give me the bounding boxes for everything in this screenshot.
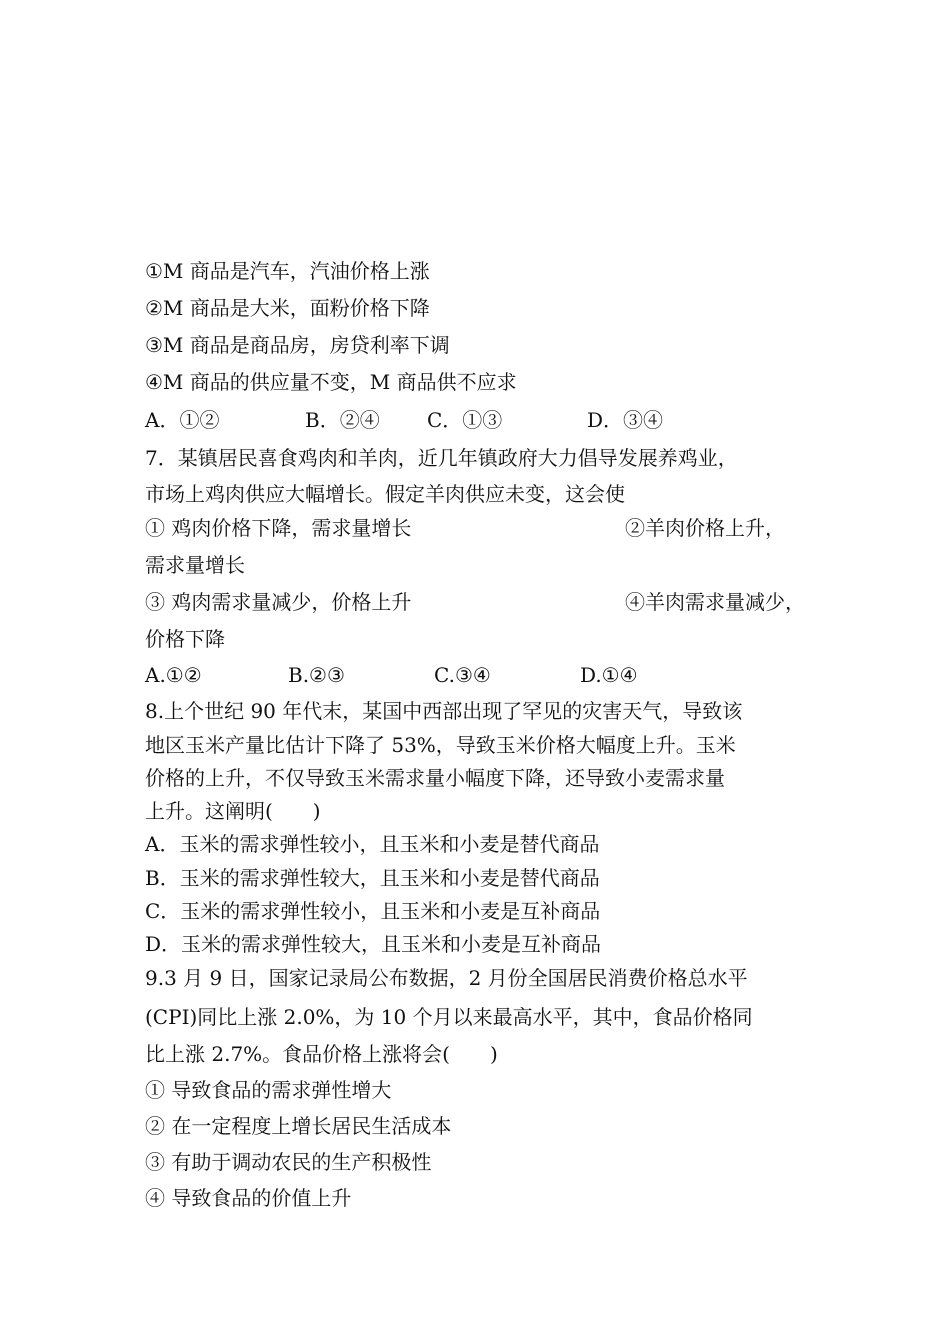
q7-stem-line-1: 7．某镇居民喜食鸡肉和羊肉，近几年镇政府大力倡导发展养鸡业，: [145, 446, 738, 470]
q8-choice-d: D．玉米的需求弹性较大，且玉米和小麦是互补商品: [145, 932, 602, 956]
q7-option-4: ④羊肉需求量减少，: [625, 590, 805, 614]
q6-option-4: ④M 商品的供应量不变，M 商品供不应求: [145, 370, 517, 394]
q9-option-4: ④ 导致食品的价值上升: [145, 1186, 352, 1210]
q7-choice-d: D.①④: [580, 663, 638, 687]
q7-choice-a: A.①②: [145, 663, 202, 687]
q8-choice-c: C．玉米的需求弹性较小，且玉米和小麦是互补商品: [145, 899, 601, 923]
q8-choice-a: A．玉米的需求弹性较小，且玉米和小麦是替代商品: [145, 832, 600, 856]
q7-option-4-continued: 价格下降: [145, 627, 225, 651]
q7-option-3: ③ 鸡肉需求量减少，价格上升: [145, 590, 412, 614]
q8-stem-line-4: 上升。这阐明( ): [145, 799, 321, 823]
q7-option-1: ① 鸡肉价格下降，需求量增长: [145, 516, 412, 540]
q9-option-2: ② 在一定程度上增长居民生活成本: [145, 1114, 452, 1138]
q6-choice-d: D．③④: [587, 408, 664, 432]
q7-option-2-continued: 需求量增长: [145, 553, 245, 577]
q9-stem-line-3: 比上涨 2.7%。食品价格上涨将会( ): [145, 1042, 498, 1066]
q8-stem-line-2: 地区玉米产量比估计下降了 53%，导致玉米价格大幅度上升。玉米: [145, 733, 736, 757]
q9-stem-line-1: 9.3 月 9 日，国家记录局公布数据，2 月份全国居民消费价格总水平: [145, 966, 748, 990]
q6-option-1: ①M 商品是汽车，汽油价格上涨: [145, 259, 430, 283]
q7-stem-line-2: 市场上鸡肉供应大幅增长。假定羊肉供应未变，这会使: [145, 482, 625, 506]
q6-option-2: ②M 商品是大米，面粉价格下降: [145, 296, 430, 320]
q8-stem-line-3: 价格的上升，不仅导致玉米需求量小幅度下降，还导致小麦需求量: [145, 766, 725, 790]
q9-option-3: ③ 有助于调动农民的生产积极性: [145, 1150, 432, 1174]
q8-choice-b: B．玉米的需求弹性较大，且玉米和小麦是替代商品: [145, 866, 600, 890]
q7-option-2: ②羊肉价格上升，: [625, 516, 785, 540]
q9-stem-line-2: (CPI)同比上涨 2.0%，为 10 个月以来最高水平，其中，食品价格同: [145, 1005, 753, 1029]
q9-option-1: ① 导致食品的需求弹性增大: [145, 1078, 392, 1102]
q8-stem-line-1: 8.上个世纪 90 年代末，某国中西部出现了罕见的灾害天气，导致该: [145, 699, 743, 723]
q7-choice-b: B.②③: [288, 663, 345, 687]
q6-choice-c: C．①③: [427, 408, 503, 432]
q6-choice-b: B．②④: [305, 408, 380, 432]
q6-choice-a: A．①②: [145, 408, 220, 432]
q6-option-3: ③M 商品是商品房，房贷利率下调: [145, 333, 450, 357]
q7-choice-c: C.③④: [434, 663, 491, 687]
